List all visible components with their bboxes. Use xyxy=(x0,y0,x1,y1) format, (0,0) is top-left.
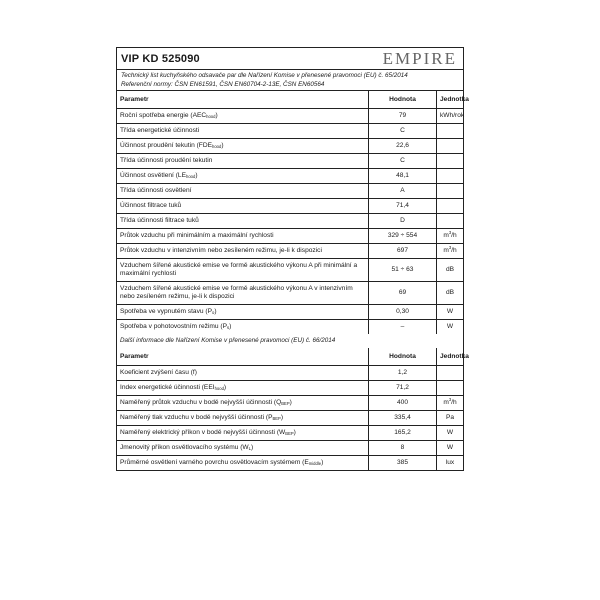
table-row xyxy=(117,229,463,244)
unit-suffix: /h xyxy=(451,399,457,406)
unit-cell xyxy=(437,282,464,305)
unit-cell xyxy=(437,366,464,381)
parameter-subscript: BEP xyxy=(285,431,294,436)
header-unit: Jednotka xyxy=(437,348,464,366)
value-cell: 697 xyxy=(369,244,437,259)
parameter-cell xyxy=(117,381,369,396)
value-cell: 71,2 xyxy=(369,381,437,396)
parameter-label: Třída účinnosti filtrace tuků xyxy=(120,217,199,224)
unit-cell xyxy=(437,154,464,169)
unit-cell xyxy=(437,244,464,259)
parameter-label: Průtok vzduchu při minimálním a maximální rychlosti xyxy=(120,232,274,239)
header-parameter: Parametr xyxy=(117,348,369,366)
parameter-suffix: ) xyxy=(321,459,324,466)
parameter-suffix: ) xyxy=(215,112,218,119)
parameter-subscript: o xyxy=(212,310,215,315)
parameter-suffix: ) xyxy=(289,399,292,406)
value-cell: 400 xyxy=(369,396,437,411)
table-row xyxy=(117,411,463,426)
parameter-label: Jmenovitý příkon osvětlovacího systému (W xyxy=(120,444,249,451)
unit-label: W xyxy=(446,429,454,436)
table-row xyxy=(117,154,463,169)
additional-info-note: Další informace dle Nařízení Komise v přenesené pravomoci (EU) č. 66/2014 xyxy=(120,337,336,344)
parameter-label: Roční spotřeba energie (AEC xyxy=(120,112,207,119)
header-value: Hodnota xyxy=(369,91,437,109)
unit-suffix: /h xyxy=(451,247,457,254)
unit-label: lux xyxy=(445,459,455,466)
unit-cell xyxy=(437,199,464,214)
parameter-label: Třída účinnosti osvětlení xyxy=(120,187,192,194)
value-cell: 1,2 xyxy=(369,366,437,381)
unit-label: dB xyxy=(445,289,455,296)
parameter-label: Účinnost osvětlení (LE xyxy=(120,172,186,179)
header-parameter: Parametr xyxy=(117,91,369,109)
parameter-label: Třída účinnosti proudění tekutin xyxy=(120,157,213,164)
value-cell: 79 xyxy=(369,109,437,124)
unit-cell xyxy=(437,139,464,154)
unit-cell xyxy=(437,305,464,320)
unit-label: kWh/rok xyxy=(440,112,465,119)
parameter-subscript: hood xyxy=(185,174,196,179)
parameter-label: Účinnost filtrace tuků xyxy=(120,202,182,209)
parameter-subscript: hood xyxy=(206,114,216,119)
parameter-cell xyxy=(117,184,369,199)
unit-label: W xyxy=(446,308,454,315)
parameter-cell xyxy=(117,199,369,214)
parameter-label: Naměřený průtok vzduchu v bodě nejvyšší účinnosti (Q xyxy=(120,399,282,406)
parameter-cell xyxy=(117,366,369,381)
parameter-subscript: BEP xyxy=(281,401,290,406)
unit-cell xyxy=(437,396,464,411)
value-cell: 385 xyxy=(369,456,437,471)
parameter-cell xyxy=(117,214,369,229)
table-row xyxy=(117,199,463,214)
parameter-cell xyxy=(117,154,369,169)
parameter-cell xyxy=(117,320,369,335)
model-title: VIP KD 525090 xyxy=(121,52,200,65)
table-row xyxy=(117,214,463,229)
parameter-cell xyxy=(117,244,369,259)
parameter-subscript: s xyxy=(227,325,230,330)
unit-cell xyxy=(437,169,464,184)
value-cell: C xyxy=(369,154,437,169)
parameter-label: Spotřeba v pohotovostním režimu (P xyxy=(120,323,228,330)
parameter-cell xyxy=(117,124,369,139)
table-row xyxy=(117,320,463,335)
table-row xyxy=(117,169,463,184)
table-row xyxy=(117,184,463,199)
unit-cell xyxy=(437,259,464,282)
table-row xyxy=(117,139,463,154)
parameter-cell xyxy=(117,139,369,154)
unit-label: m xyxy=(443,247,449,254)
table-row xyxy=(117,366,463,381)
table-row xyxy=(117,426,463,441)
unit-label: m xyxy=(443,232,449,239)
parameter-cell xyxy=(117,456,369,471)
parameter-label: Průměrné osvětlení varného povrchu osvětlovacím systémem (E xyxy=(120,459,309,466)
parameter-subscript: middle xyxy=(308,461,322,466)
sheet-header xyxy=(117,48,463,70)
parameter-cell xyxy=(117,441,369,456)
parameter-label: Průtok vzduchu v intenzivním nebo zesíleném režimu, je-li k dispozici xyxy=(120,247,322,254)
table-row xyxy=(117,124,463,139)
brand-logo: EMPIRE xyxy=(382,49,457,68)
value-cell: 0,30 xyxy=(369,305,437,320)
unit-cell xyxy=(437,381,464,396)
table-row xyxy=(117,396,463,411)
parameter-label: Spotřeba ve vypnutém stavu (P xyxy=(120,308,212,315)
value-cell: 51 ÷ 63 xyxy=(369,259,437,282)
parameter-label: Účinnost proudění tekutin (FDE xyxy=(120,142,212,149)
table-row xyxy=(117,109,463,124)
parameter-label: Třída energetické účinnosti xyxy=(120,127,200,134)
parameter-cell xyxy=(117,229,369,244)
parameter-cell xyxy=(117,426,369,441)
unit-cell xyxy=(437,320,464,335)
value-cell: C xyxy=(369,124,437,139)
parameter-cell xyxy=(117,259,369,282)
table-header-row xyxy=(117,348,463,366)
unit-cell xyxy=(437,184,464,199)
parameter-subscript: hood xyxy=(214,386,224,391)
unit-suffix: /h xyxy=(451,232,457,239)
parameter-label: Naměřený tlak vzduchu v bodě nejvyšší účinnosti (P xyxy=(120,414,273,421)
unit-label: dB xyxy=(445,266,455,273)
parameters-table-1 xyxy=(117,91,469,348)
parameter-subscript: BEP xyxy=(272,416,281,421)
parameter-label: Vzduchem šířené akustické emise ve formě akustického výkonu A v intenzivním nebo zesíleném režimu, je-li k dispozici xyxy=(120,285,353,300)
table-header-row xyxy=(117,91,463,109)
unit-superscript: 3 xyxy=(448,397,452,402)
unit-label: Pa xyxy=(445,414,455,421)
value-cell: 71,4 xyxy=(369,199,437,214)
parameter-suffix: ) xyxy=(214,308,217,315)
value-cell: D xyxy=(369,214,437,229)
parameter-label: Index energetické účinnosti (EEI xyxy=(120,384,215,391)
note-row xyxy=(117,334,463,348)
parameter-suffix: ) xyxy=(250,444,254,451)
table-row xyxy=(117,305,463,320)
parameter-suffix: ) xyxy=(221,142,224,149)
value-cell: 48,1 xyxy=(369,169,437,184)
unit-cell xyxy=(437,109,464,124)
energy-datasheet xyxy=(116,47,469,471)
unit-label: W xyxy=(446,444,454,451)
unit-cell xyxy=(437,426,464,441)
unit-cell xyxy=(437,456,464,471)
parameter-suffix: ) xyxy=(223,384,227,391)
value-cell: 8 xyxy=(369,441,437,456)
standards-line: Referenční normy: ČSN EN61591, ČSN EN60704-2-13E, ČSN EN60564 xyxy=(121,81,325,88)
value-cell: A xyxy=(369,184,437,199)
table-row xyxy=(117,282,463,305)
parameter-cell xyxy=(117,282,369,305)
parameter-cell xyxy=(117,109,369,124)
unit-cell xyxy=(437,229,464,244)
parameter-suffix: ) xyxy=(229,323,232,330)
regulation-info xyxy=(117,70,463,91)
parameter-label: Naměřený elektrický příkon v bodě nejvyšší účinnosti (W xyxy=(120,429,286,436)
parameters-table-2 xyxy=(117,348,469,470)
unit-superscript: 3 xyxy=(448,230,452,235)
value-cell: 22,6 xyxy=(369,139,437,154)
value-cell: 165,2 xyxy=(369,426,437,441)
parameter-cell xyxy=(117,396,369,411)
unit-superscript: 3 xyxy=(448,245,452,250)
parameter-cell xyxy=(117,169,369,184)
unit-label: m xyxy=(443,399,449,406)
unit-label: W xyxy=(446,323,454,330)
unit-cell xyxy=(437,214,464,229)
parameter-label: Vzduchem šířené akustické emise ve formě akustického výkonu A při minimální a maximální rychlosti xyxy=(120,262,358,277)
value-cell: – xyxy=(369,320,437,335)
table-row xyxy=(117,441,463,456)
unit-cell xyxy=(437,411,464,426)
parameter-subscript: hood xyxy=(212,144,222,149)
unit-cell xyxy=(437,124,464,139)
unit-cell xyxy=(437,441,464,456)
value-cell: 329 ÷ 554 xyxy=(369,229,437,244)
table-row xyxy=(117,259,463,282)
parameter-label: Koeficient zvýšení času (f) xyxy=(120,369,197,376)
value-cell: 335,4 xyxy=(369,411,437,426)
parameter-suffix: ) xyxy=(293,429,296,436)
header-value: Hodnota xyxy=(369,348,437,366)
regulation-line: Technický list kuchyňského odsavače par dle Nařízení Komise v přenesené pravomoci (EU) č. 65/2014 xyxy=(121,72,408,79)
header-unit: Jednotka xyxy=(437,91,464,109)
parameter-cell xyxy=(117,305,369,320)
parameter-suffix: ) xyxy=(280,414,284,421)
parameter-cell xyxy=(117,411,369,426)
table-row xyxy=(117,456,463,471)
value-cell: 69 xyxy=(369,282,437,305)
table-row xyxy=(117,244,463,259)
table-row xyxy=(117,381,463,396)
parameter-subscript: L xyxy=(248,446,251,451)
parameter-suffix: ) xyxy=(195,172,198,179)
